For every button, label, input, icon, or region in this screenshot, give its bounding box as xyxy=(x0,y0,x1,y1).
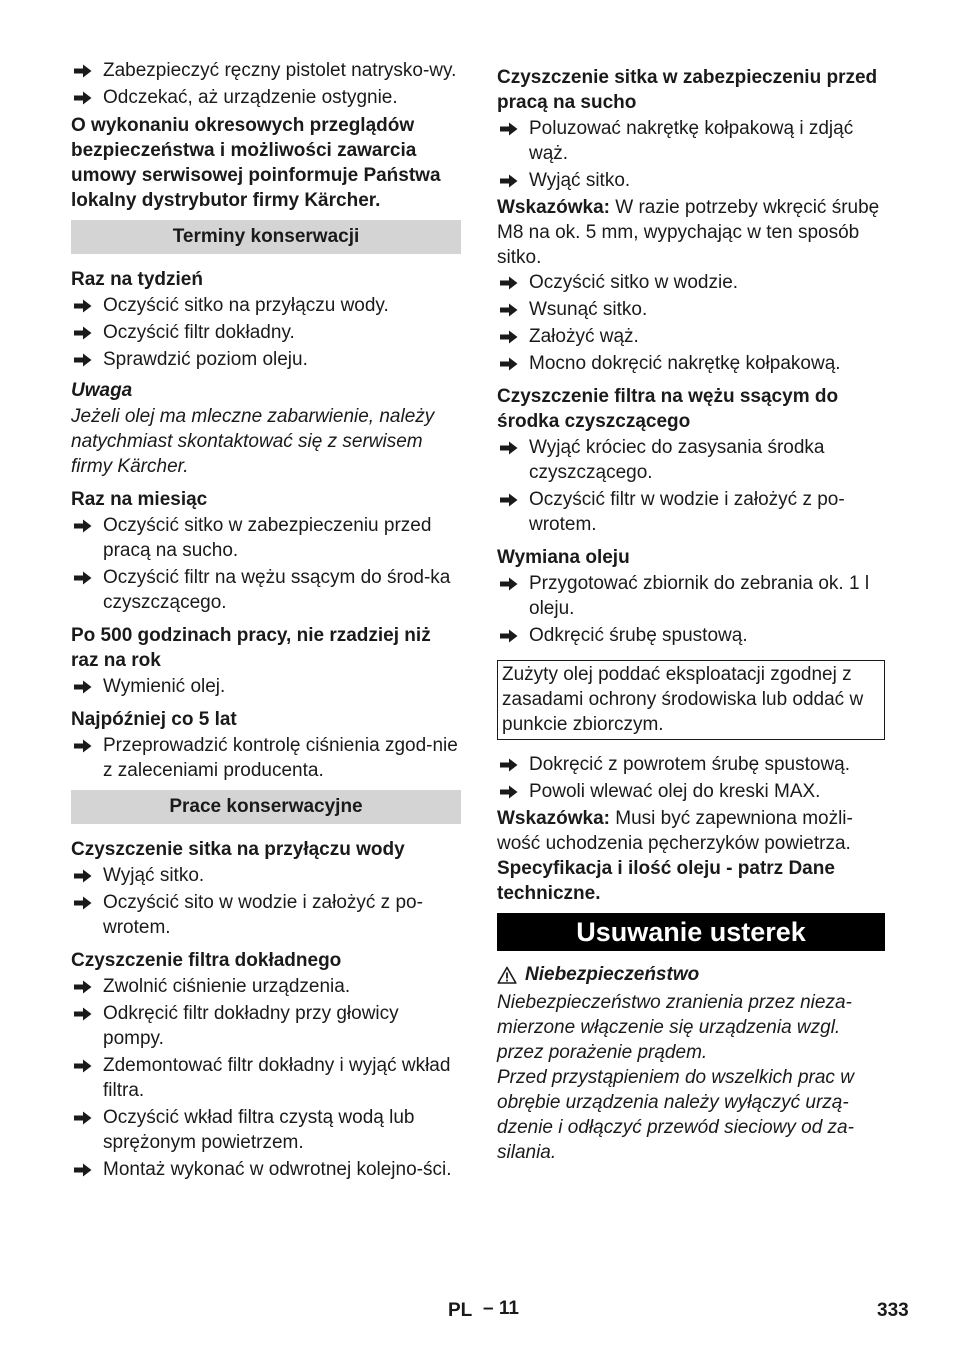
subheading-monthly: Raz na miesiąc xyxy=(71,489,208,510)
arrow-right-icon xyxy=(499,779,521,800)
list-item: Oczyścić wkład filtra czystą wodą lub sprężonym powietrzem. xyxy=(71,1105,461,1155)
danger-text: Niebezpieczeństwo zranienia przez nieza-mierzone włączenie się urządzenia wzgl. przez porażenie prądem. xyxy=(497,992,852,1063)
list-item: Wsunąć sitko. xyxy=(497,297,885,322)
subheading-500-hours: Po 500 godzinach pracy, nie rzadziej niż raz na rok xyxy=(71,625,431,671)
list-item: Poluzować nakrętkę kołpakową i zdjąć wąż. xyxy=(497,116,885,166)
danger-text: Przed przystąpieniem do wszelkich prac w obrębie urządzenia należy wyłączyć urzą-dzenie i odłączyć przewód sieciowy od za-silania. xyxy=(497,1067,854,1163)
list-item: Przeprowadzić kontrolę ciśnienia zgod-nie z zaleceniami producenta. xyxy=(71,733,461,783)
hint-paragraph: Wskazówka: Musi być zapewniona możli-wość uchodzenia pęcherzyków powietrza. xyxy=(497,808,853,854)
list-item: Wyjąć sitko. xyxy=(497,168,885,193)
list-item: Oczyścić filtr dokładny. xyxy=(71,320,461,345)
arrow-right-icon xyxy=(73,1157,95,1178)
list-item: Oczyścić sitko w wodzie. xyxy=(497,270,885,295)
left-column xyxy=(71,58,461,1184)
list-item: Powoli wlewać olej do kreski MAX. xyxy=(497,779,885,804)
list-item: Odkręcić filtr dokładny przy głowicy pompy. xyxy=(71,1001,461,1051)
arrow-right-icon xyxy=(499,351,521,372)
subheading-5-years: Najpóźniej co 5 lat xyxy=(71,709,237,730)
arrow-right-icon xyxy=(499,571,521,592)
arrow-right-icon xyxy=(499,623,521,644)
section-heading-maintenance-work: Prace konserwacyjne xyxy=(71,790,461,824)
service-note: O wykonaniu okresowych przeglądów bezpieczeństwa i możliwości zawarcia umowy serwisowej poinformuje Państwa lokalny dystrybutor firmy Kärcher. xyxy=(71,115,441,211)
arrow-right-icon xyxy=(499,324,521,345)
list-item: Odkręcić śrubę spustową. xyxy=(497,623,885,648)
list-item: Mocno dokręcić nakrętkę kołpakową. xyxy=(497,351,885,376)
arrow-right-icon xyxy=(73,1053,95,1074)
arrow-right-icon xyxy=(499,116,521,137)
list-item: Oczyścić sitko na przyłączu wody. xyxy=(71,293,461,318)
arrow-right-icon xyxy=(73,85,95,106)
subheading-weekly: Raz na tydzień xyxy=(71,269,203,290)
list-item: Założyć wąż. xyxy=(497,324,885,349)
subheading-oil-change: Wymiana oleju xyxy=(497,547,630,568)
arrow-right-icon xyxy=(73,347,95,368)
list-item: Przygotować zbiornik do zebrania ok. 1 l oleju. xyxy=(497,571,885,621)
arrow-right-icon xyxy=(73,1105,95,1126)
hint-paragraph: Wskazówka: W razie potrzeby wkręcić śrubę M8 na ok. 5 mm, wypychając w ten sposób sitko. xyxy=(497,197,880,268)
arrow-right-icon xyxy=(499,168,521,189)
arrow-right-icon xyxy=(73,320,95,341)
chapter-heading-troubleshooting: Usuwanie usterek xyxy=(497,913,885,951)
oil-spec-note: Specyfikacja i ilość oleju - patrz Dane techniczne. xyxy=(497,858,835,904)
list-item: Wyjąć sitko. xyxy=(71,863,461,888)
list-item: Oczyścić filtr w wodzie i założyć z po-wrotem. xyxy=(497,487,885,537)
list-item: Montaż wykonać w odwrotnej kolejno-ści. xyxy=(71,1157,461,1182)
arrow-right-icon xyxy=(73,863,95,884)
arrow-right-icon xyxy=(73,733,95,754)
danger-title: Niebezpieczeństwo xyxy=(497,962,885,987)
page-number: 333 xyxy=(877,1300,909,1321)
footer-language: PL xyxy=(448,1300,473,1321)
arrow-right-icon xyxy=(73,513,95,534)
environment-notice-box: Zużyty olej poddać eksploatacji zgodnej z zasadami ochrony środowiska lub oddać w punkcie zbiorczym. xyxy=(497,660,885,740)
arrow-right-icon xyxy=(73,293,95,314)
arrow-right-icon xyxy=(499,270,521,291)
list-item: Wyjąć króciec do zasysania środka czyszczącego. xyxy=(497,435,885,485)
right-column xyxy=(497,65,885,1165)
list-item: Wymienić olej. xyxy=(71,674,461,699)
note-text: Jeżeli olej ma mleczne zabarwienie, należy natychmiast skontaktować się z serwisem firmy Kärcher. xyxy=(71,406,435,477)
subheading-dry-run-strainer: Czyszczenie sitka w zabezpieczeniu przed pracą na sucho xyxy=(497,67,878,113)
arrow-right-icon xyxy=(499,435,521,456)
arrow-right-icon xyxy=(73,565,95,586)
arrow-right-icon xyxy=(73,58,95,79)
arrow-right-icon xyxy=(499,752,521,773)
list-item: Dokręcić z powrotem śrubę spustową. xyxy=(497,752,885,777)
arrow-right-icon xyxy=(499,297,521,318)
arrow-right-icon xyxy=(73,974,95,995)
arrow-right-icon xyxy=(73,890,95,911)
section-heading-maintenance-schedule: Terminy konserwacji xyxy=(71,220,461,254)
list-item: Oczyścić sitko w zabezpieczeniu przed pracą na sucho. xyxy=(71,513,461,563)
list-item: Odczekać, aż urządzenie ostygnie. xyxy=(71,85,461,110)
list-item: Zwolnić ciśnienie urządzenia. xyxy=(71,974,461,999)
warning-triangle-icon xyxy=(497,966,517,984)
subheading-suction-filter: Czyszczenie filtra na wężu ssącym do środka czyszczącego xyxy=(497,386,839,432)
arrow-right-icon xyxy=(499,487,521,508)
list-item: Oczyścić filtr na wężu ssącym do środ-ka czyszczącego. xyxy=(71,565,461,615)
subheading-fine-filter: Czyszczenie filtra dokładnego xyxy=(71,950,342,971)
subheading-water-strainer: Czyszczenie sitka na przyłączu wody xyxy=(71,839,405,860)
arrow-right-icon xyxy=(73,1001,95,1022)
list-item: Oczyścić sito w wodzie i założyć z po-wrotem. xyxy=(71,890,461,940)
list-item: Zdemontować filtr dokładny i wyjąć wkład filtra. xyxy=(71,1053,461,1103)
list-item: Sprawdzić poziom oleju. xyxy=(71,347,461,372)
note-title: Uwaga xyxy=(71,380,133,401)
footer-section-number: – 11 xyxy=(483,1298,519,1319)
list-item: Zabezpieczyć ręczny pistolet natrysko-wy. xyxy=(71,58,461,83)
arrow-right-icon xyxy=(73,674,95,695)
